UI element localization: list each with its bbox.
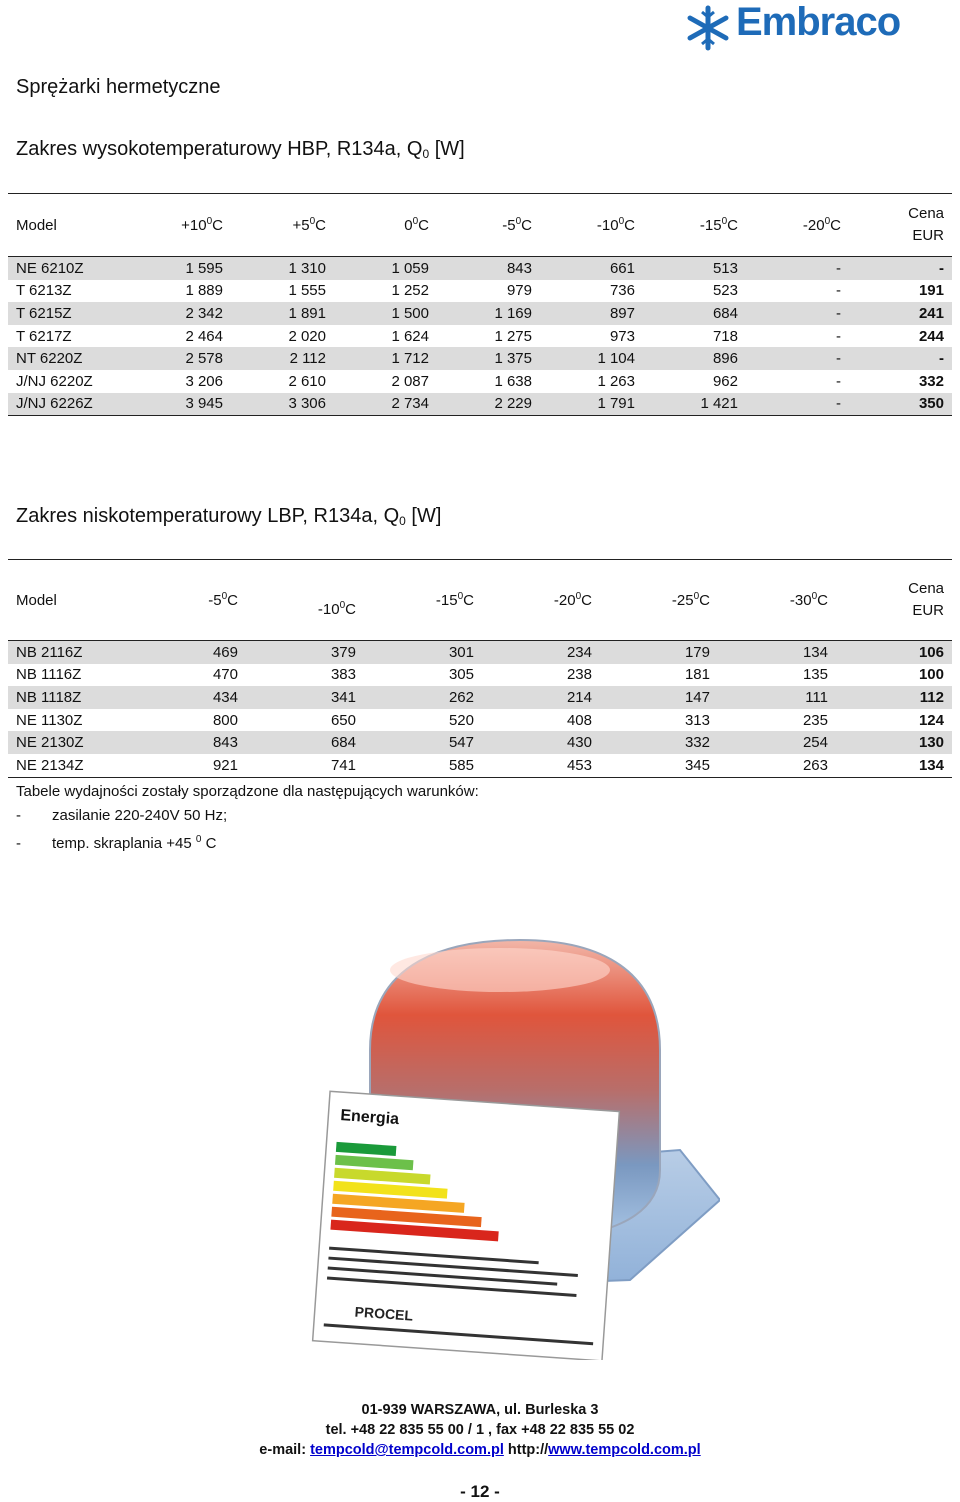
capacity-cell: - xyxy=(836,372,841,390)
capacity-cell: 453 xyxy=(482,754,600,777)
capacity-cell: 1 889 xyxy=(185,282,223,300)
capacity-cell: 2 112 xyxy=(231,347,334,370)
table-row xyxy=(8,686,952,709)
notes-item: - zasilanie 220-240V 50 Hz; xyxy=(16,807,228,824)
capacity-cell: 1 252 xyxy=(391,282,429,300)
model-cell: NB 2116Z xyxy=(8,641,128,664)
capacity-cell: 962 xyxy=(712,372,738,390)
table-row xyxy=(8,302,952,325)
capacity-cell: 896 xyxy=(643,347,746,370)
capacity-cell: 234 xyxy=(482,641,600,664)
notes-item: - temp. skraplania +45 $^0$ C xyxy=(16,834,217,852)
capacity-cell: 1 638 xyxy=(494,372,532,390)
capacity-cell: 513 xyxy=(643,257,746,280)
energy-label xyxy=(313,1091,620,1360)
capacity-cell: 235 xyxy=(802,711,828,729)
table-row xyxy=(8,754,952,777)
price-cell: 112 xyxy=(836,686,952,709)
capacity-cell: 585 xyxy=(364,754,482,777)
capacity-cell: 1 891 xyxy=(231,302,334,325)
column-header-model: Model xyxy=(16,216,57,234)
capacity-cell: 1 059 xyxy=(334,257,437,280)
column-header-price: Cena EUR xyxy=(908,580,944,619)
table-row xyxy=(8,641,952,664)
column-header-temp: $-5^0C$ xyxy=(208,591,238,609)
energy-label-title: Energia xyxy=(339,1107,400,1129)
capacity-cell: 736 xyxy=(609,282,635,300)
capacity-cell: 843 xyxy=(437,257,540,280)
table-row xyxy=(8,347,952,370)
capacity-cell: 301 xyxy=(364,641,482,664)
capacity-cell: 3 306 xyxy=(231,393,334,416)
email-link[interactable]: tempcold@tempcold.com.pl xyxy=(310,1442,504,1458)
column-header-temp: $0^0C$ xyxy=(404,216,429,234)
capacity-cell: 181 xyxy=(684,666,710,684)
capacity-cell: 523 xyxy=(712,282,738,300)
capacity-cell: 520 xyxy=(448,711,474,729)
price-cell: 350 xyxy=(849,393,952,416)
capacity-cell: 383 xyxy=(330,666,356,684)
price-cell: 130 xyxy=(836,731,952,754)
capacity-cell: 718 xyxy=(712,327,738,345)
capacity-cell: 469 xyxy=(128,641,246,664)
table-row xyxy=(8,731,952,754)
price-cell: 124 xyxy=(918,711,944,729)
hbp-table xyxy=(8,193,952,416)
capacity-cell: 135 xyxy=(802,666,828,684)
capacity-cell: 3 206 xyxy=(185,372,223,390)
capacity-cell: 408 xyxy=(566,711,592,729)
lbp-table xyxy=(8,559,952,778)
model-cell: NB 1118Z xyxy=(8,686,128,709)
price-cell: 106 xyxy=(836,641,952,664)
column-header-temp: $+5^0C$ xyxy=(292,216,326,234)
capacity-cell: 2 342 xyxy=(128,302,231,325)
table-header-row xyxy=(8,560,952,641)
column-header-temp: $-15^0C$ xyxy=(699,216,738,234)
capacity-cell: 1 169 xyxy=(437,302,540,325)
table-row xyxy=(8,709,952,732)
footer-phone: tel. +48 22 835 55 00 / 1 , fax +48 22 835 55 02 xyxy=(325,1422,635,1438)
capacity-cell: 332 xyxy=(600,731,718,754)
model-cell: J/NJ 6220Z xyxy=(16,372,93,390)
column-header-temp: $-25^0C$ xyxy=(671,591,710,609)
page-number: - 12 - xyxy=(460,1482,500,1501)
capacity-cell: 254 xyxy=(718,731,836,754)
capacity-cell: 1 263 xyxy=(597,372,635,390)
capacity-cell: 2 610 xyxy=(288,372,326,390)
column-header-temp: $-20^0C$ xyxy=(553,591,592,609)
notes-intro: Tabele wydajności zostały sporządzone dla następujących warunków: xyxy=(16,783,479,800)
table-row xyxy=(8,664,952,687)
compressor-illustration xyxy=(300,900,720,1360)
model-cell: NE 6210Z xyxy=(8,257,128,280)
table-row xyxy=(8,280,952,303)
capacity-cell: 434 xyxy=(128,686,246,709)
capacity-cell: 684 xyxy=(246,731,364,754)
capacity-cell: 1 375 xyxy=(437,347,540,370)
capacity-cell: 1 791 xyxy=(540,393,643,416)
website-link[interactable]: www.tempcold.com.pl xyxy=(548,1442,701,1458)
capacity-cell: 1 310 xyxy=(231,257,334,280)
price-cell: 332 xyxy=(918,372,944,390)
capacity-cell: 3 945 xyxy=(128,393,231,416)
column-header-temp: $-10^0C$ xyxy=(317,600,356,618)
capacity-cell: 2 020 xyxy=(288,327,326,345)
conditions-notes xyxy=(16,780,479,856)
column-header-temp: $-20^0C$ xyxy=(802,216,841,234)
hbp-heading: Zakres wysokotemperaturowy HBP, R134a, $Q_0$ [W] xyxy=(16,138,465,161)
model-cell: T 6217Z xyxy=(16,327,72,345)
table-row xyxy=(8,325,952,348)
capacity-cell: 1 712 xyxy=(334,347,437,370)
column-header-temp: $-10^0C$ xyxy=(596,216,635,234)
column-header-temp: $+10^0C$ xyxy=(181,216,223,234)
capacity-cell: 305 xyxy=(448,666,474,684)
capacity-cell: - xyxy=(746,257,849,280)
capacity-cell: 897 xyxy=(540,302,643,325)
capacity-cell: 345 xyxy=(600,754,718,777)
table-row xyxy=(8,257,952,280)
snowflake-icon xyxy=(684,4,732,52)
capacity-cell: 214 xyxy=(482,686,600,709)
capacity-cell: 1 275 xyxy=(494,327,532,345)
capacity-cell: 973 xyxy=(609,327,635,345)
table-row xyxy=(8,370,952,393)
column-header-temp: $-5^0C$ xyxy=(502,216,532,234)
capacity-cell: 741 xyxy=(246,754,364,777)
price-cell: 241 xyxy=(849,302,952,325)
capacity-cell: 2 229 xyxy=(437,393,540,416)
capacity-cell: 650 xyxy=(330,711,356,729)
capacity-cell: 1 104 xyxy=(540,347,643,370)
capacity-cell: 2 464 xyxy=(185,327,223,345)
column-header-temp: $-15^0C$ xyxy=(435,591,474,609)
lbp-heading: Zakres niskotemperaturowy LBP, R134a, $Q_0$ [W] xyxy=(16,505,442,528)
model-cell: NE 2134Z xyxy=(8,754,128,777)
capacity-cell: 262 xyxy=(364,686,482,709)
model-cell: T 6215Z xyxy=(8,302,128,325)
capacity-cell: 1 555 xyxy=(288,282,326,300)
brand-logo xyxy=(684,0,952,52)
capacity-cell: 2 087 xyxy=(391,372,429,390)
model-cell: NT 6220Z xyxy=(8,347,128,370)
capacity-cell: - xyxy=(746,302,849,325)
model-cell: T 6213Z xyxy=(16,282,72,300)
price-cell: 191 xyxy=(918,282,944,300)
capacity-cell: 547 xyxy=(364,731,482,754)
price-cell: - xyxy=(849,257,952,280)
page-title: Sprężarki hermetyczne xyxy=(16,76,221,98)
capacity-cell: 134 xyxy=(718,641,836,664)
price-cell: 100 xyxy=(918,666,944,684)
capacity-cell: 147 xyxy=(600,686,718,709)
table-header-row xyxy=(8,194,952,257)
capacity-cell: - xyxy=(746,393,849,416)
capacity-cell: 111 xyxy=(718,686,836,709)
model-cell: J/NJ 6226Z xyxy=(8,393,128,416)
capacity-cell: 2 734 xyxy=(334,393,437,416)
price-cell: 244 xyxy=(918,327,944,345)
footer-contact: e-mail: tempcold@tempcold.com.pl http://www.tempcold.com.pl xyxy=(259,1442,701,1458)
column-header-model: Model xyxy=(16,591,57,609)
capacity-cell: 661 xyxy=(540,257,643,280)
capacity-cell: 2 578 xyxy=(128,347,231,370)
capacity-cell: 979 xyxy=(506,282,532,300)
capacity-cell: 341 xyxy=(246,686,364,709)
procel-label: PROCEL xyxy=(354,1303,414,1324)
capacity-cell: 263 xyxy=(718,754,836,777)
capacity-cell: 921 xyxy=(128,754,246,777)
model-cell: NB 1116Z xyxy=(16,666,82,684)
model-cell: NE 1130Z xyxy=(16,711,83,729)
capacity-cell: - xyxy=(836,282,841,300)
capacity-cell: 684 xyxy=(643,302,746,325)
column-header-price: Cena EUR xyxy=(908,205,944,244)
price-cell: - xyxy=(849,347,952,370)
brand-name: Embraco xyxy=(736,0,901,44)
capacity-cell: 179 xyxy=(600,641,718,664)
dome-highlight xyxy=(390,948,610,992)
capacity-cell: 238 xyxy=(566,666,592,684)
capacity-cell: 1 421 xyxy=(643,393,746,416)
capacity-cell: 379 xyxy=(246,641,364,664)
column-header-temp: $-30^0C$ xyxy=(789,591,828,609)
model-cell: NE 2130Z xyxy=(8,731,128,754)
price-cell: 134 xyxy=(836,754,952,777)
capacity-cell: 313 xyxy=(684,711,710,729)
capacity-cell: 1 624 xyxy=(391,327,429,345)
capacity-cell: 470 xyxy=(212,666,238,684)
capacity-cell: - xyxy=(836,327,841,345)
capacity-cell: 1 500 xyxy=(334,302,437,325)
footer-address: 01-939 WARSZAWA, ul. Burleska 3 xyxy=(361,1402,599,1418)
capacity-cell: 1 595 xyxy=(128,257,231,280)
capacity-cell: 843 xyxy=(128,731,246,754)
table-row xyxy=(8,393,952,416)
capacity-cell: - xyxy=(746,347,849,370)
capacity-cell: 800 xyxy=(212,711,238,729)
capacity-cell: 430 xyxy=(482,731,600,754)
